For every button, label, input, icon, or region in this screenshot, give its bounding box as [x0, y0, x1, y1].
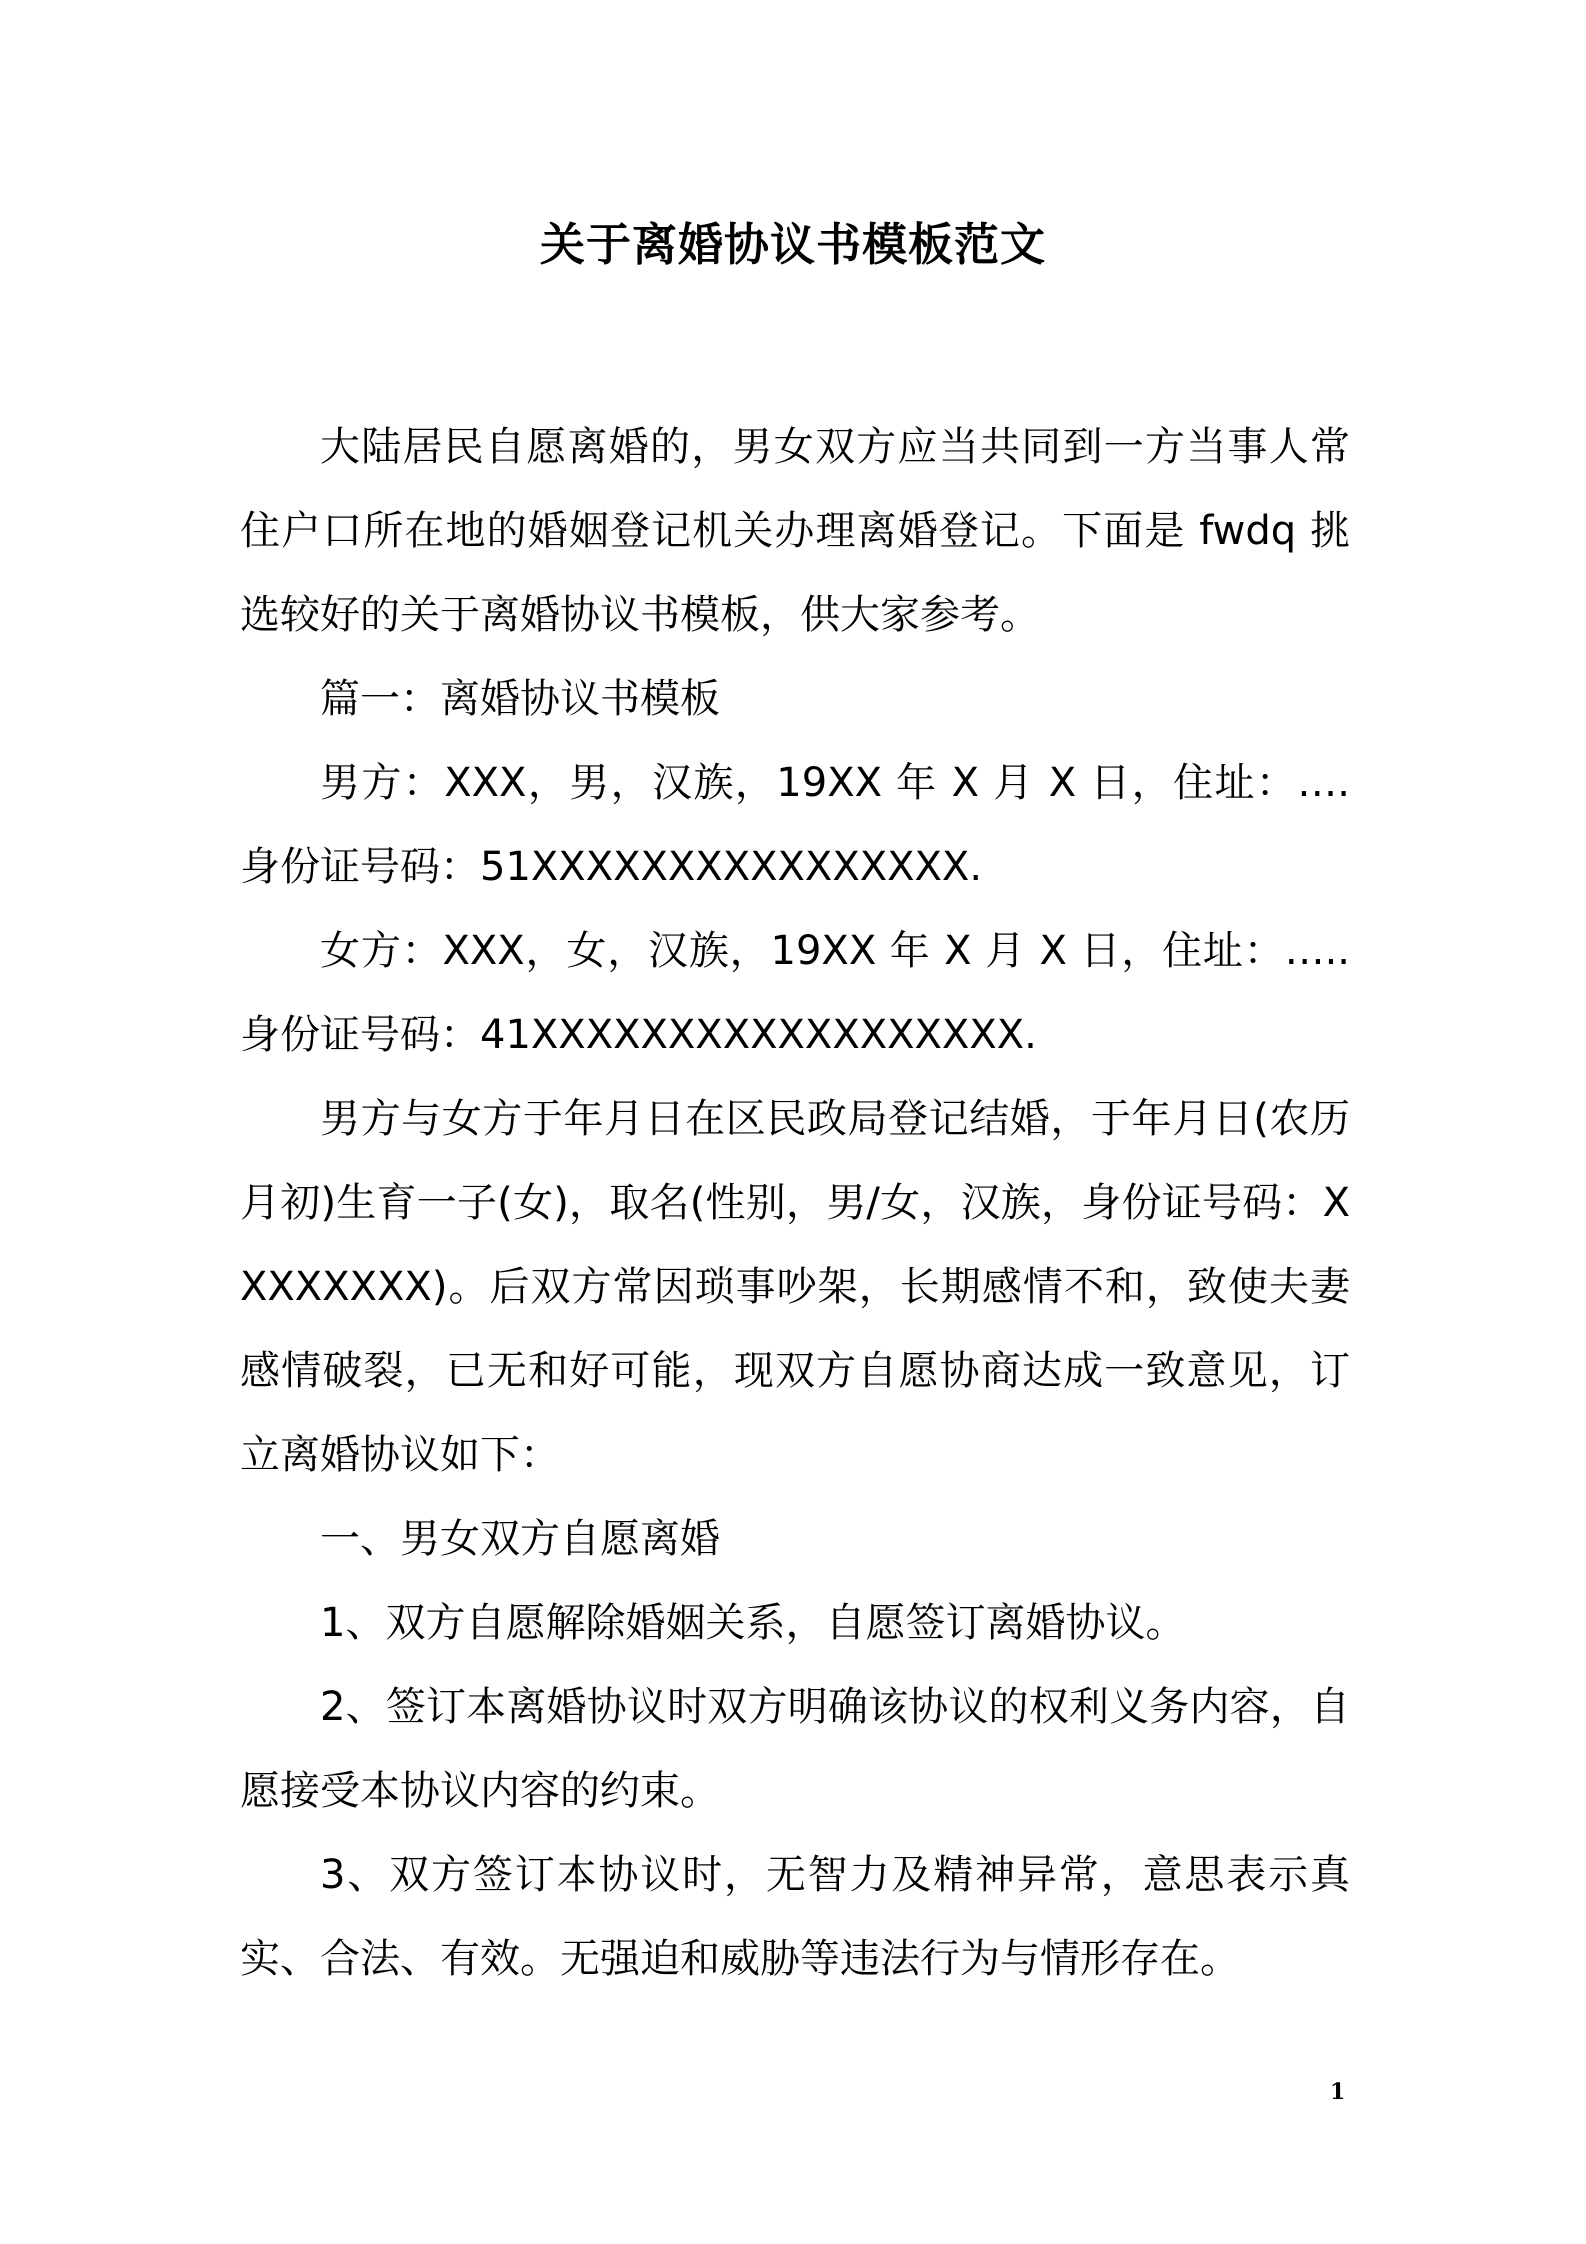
paragraph-husband-info: 男方：XXX，男，汉族，19XX 年 X 月 X 日，住址：….身份证号码：51XXXXXXXXXXXXXXXX.: [240, 760, 1350, 890]
paragraph-clause-2: 2、签订本离婚协议时双方明确该协议的权利义务内容，自愿接受本协议内容的约束。: [240, 1684, 1350, 1814]
paragraph-wife-info: 女方：XXX，女，汉族，19XX 年 X 月 X 日，住址：…..身份证号码：41XXXXXXXXXXXXXXXXXX.: [240, 928, 1350, 1058]
paragraph-intro: 大陆居民自愿离婚的，男女双方应当共同到一方当事人常住户口所在地的婚姻登记机关办理离婚登记。下面是 fwdq 挑选较好的关于离婚协议书模板，供大家参考。: [240, 424, 1350, 638]
document-body: [240, 405, 1350, 2001]
paragraph-background: 男方与女方于年月日在区民政局登记结婚，于年月日(农历月初)生育一子(女)，取名(性别，男/女，汉族，身份证号码：XXXXXXXX)。后双方常因琐事吵架，长期感情不和，致使夫妻感情破裂，已无和好可能，现双方自愿协商达成一致意见，订立离婚协议如下：: [240, 1096, 1350, 1478]
paragraph-section-heading: 篇一：离婚协议书模板: [320, 676, 720, 722]
document-title: 关于离婚协议书模板范文: [539, 218, 1046, 271]
paragraph-clause-1: 1、双方自愿解除婚姻关系，自愿签订离婚协议。: [320, 1600, 1186, 1646]
page-number: 1: [1330, 2079, 1346, 2105]
paragraph-clause-heading: 一、男女双方自愿离婚: [320, 1516, 720, 1562]
paragraph-clause-3: 3、双方签订本协议时，无智力及精神异常，意思表示真实、合法、有效。无强迫和威胁等违法行为与情形存在。: [240, 1852, 1350, 1982]
